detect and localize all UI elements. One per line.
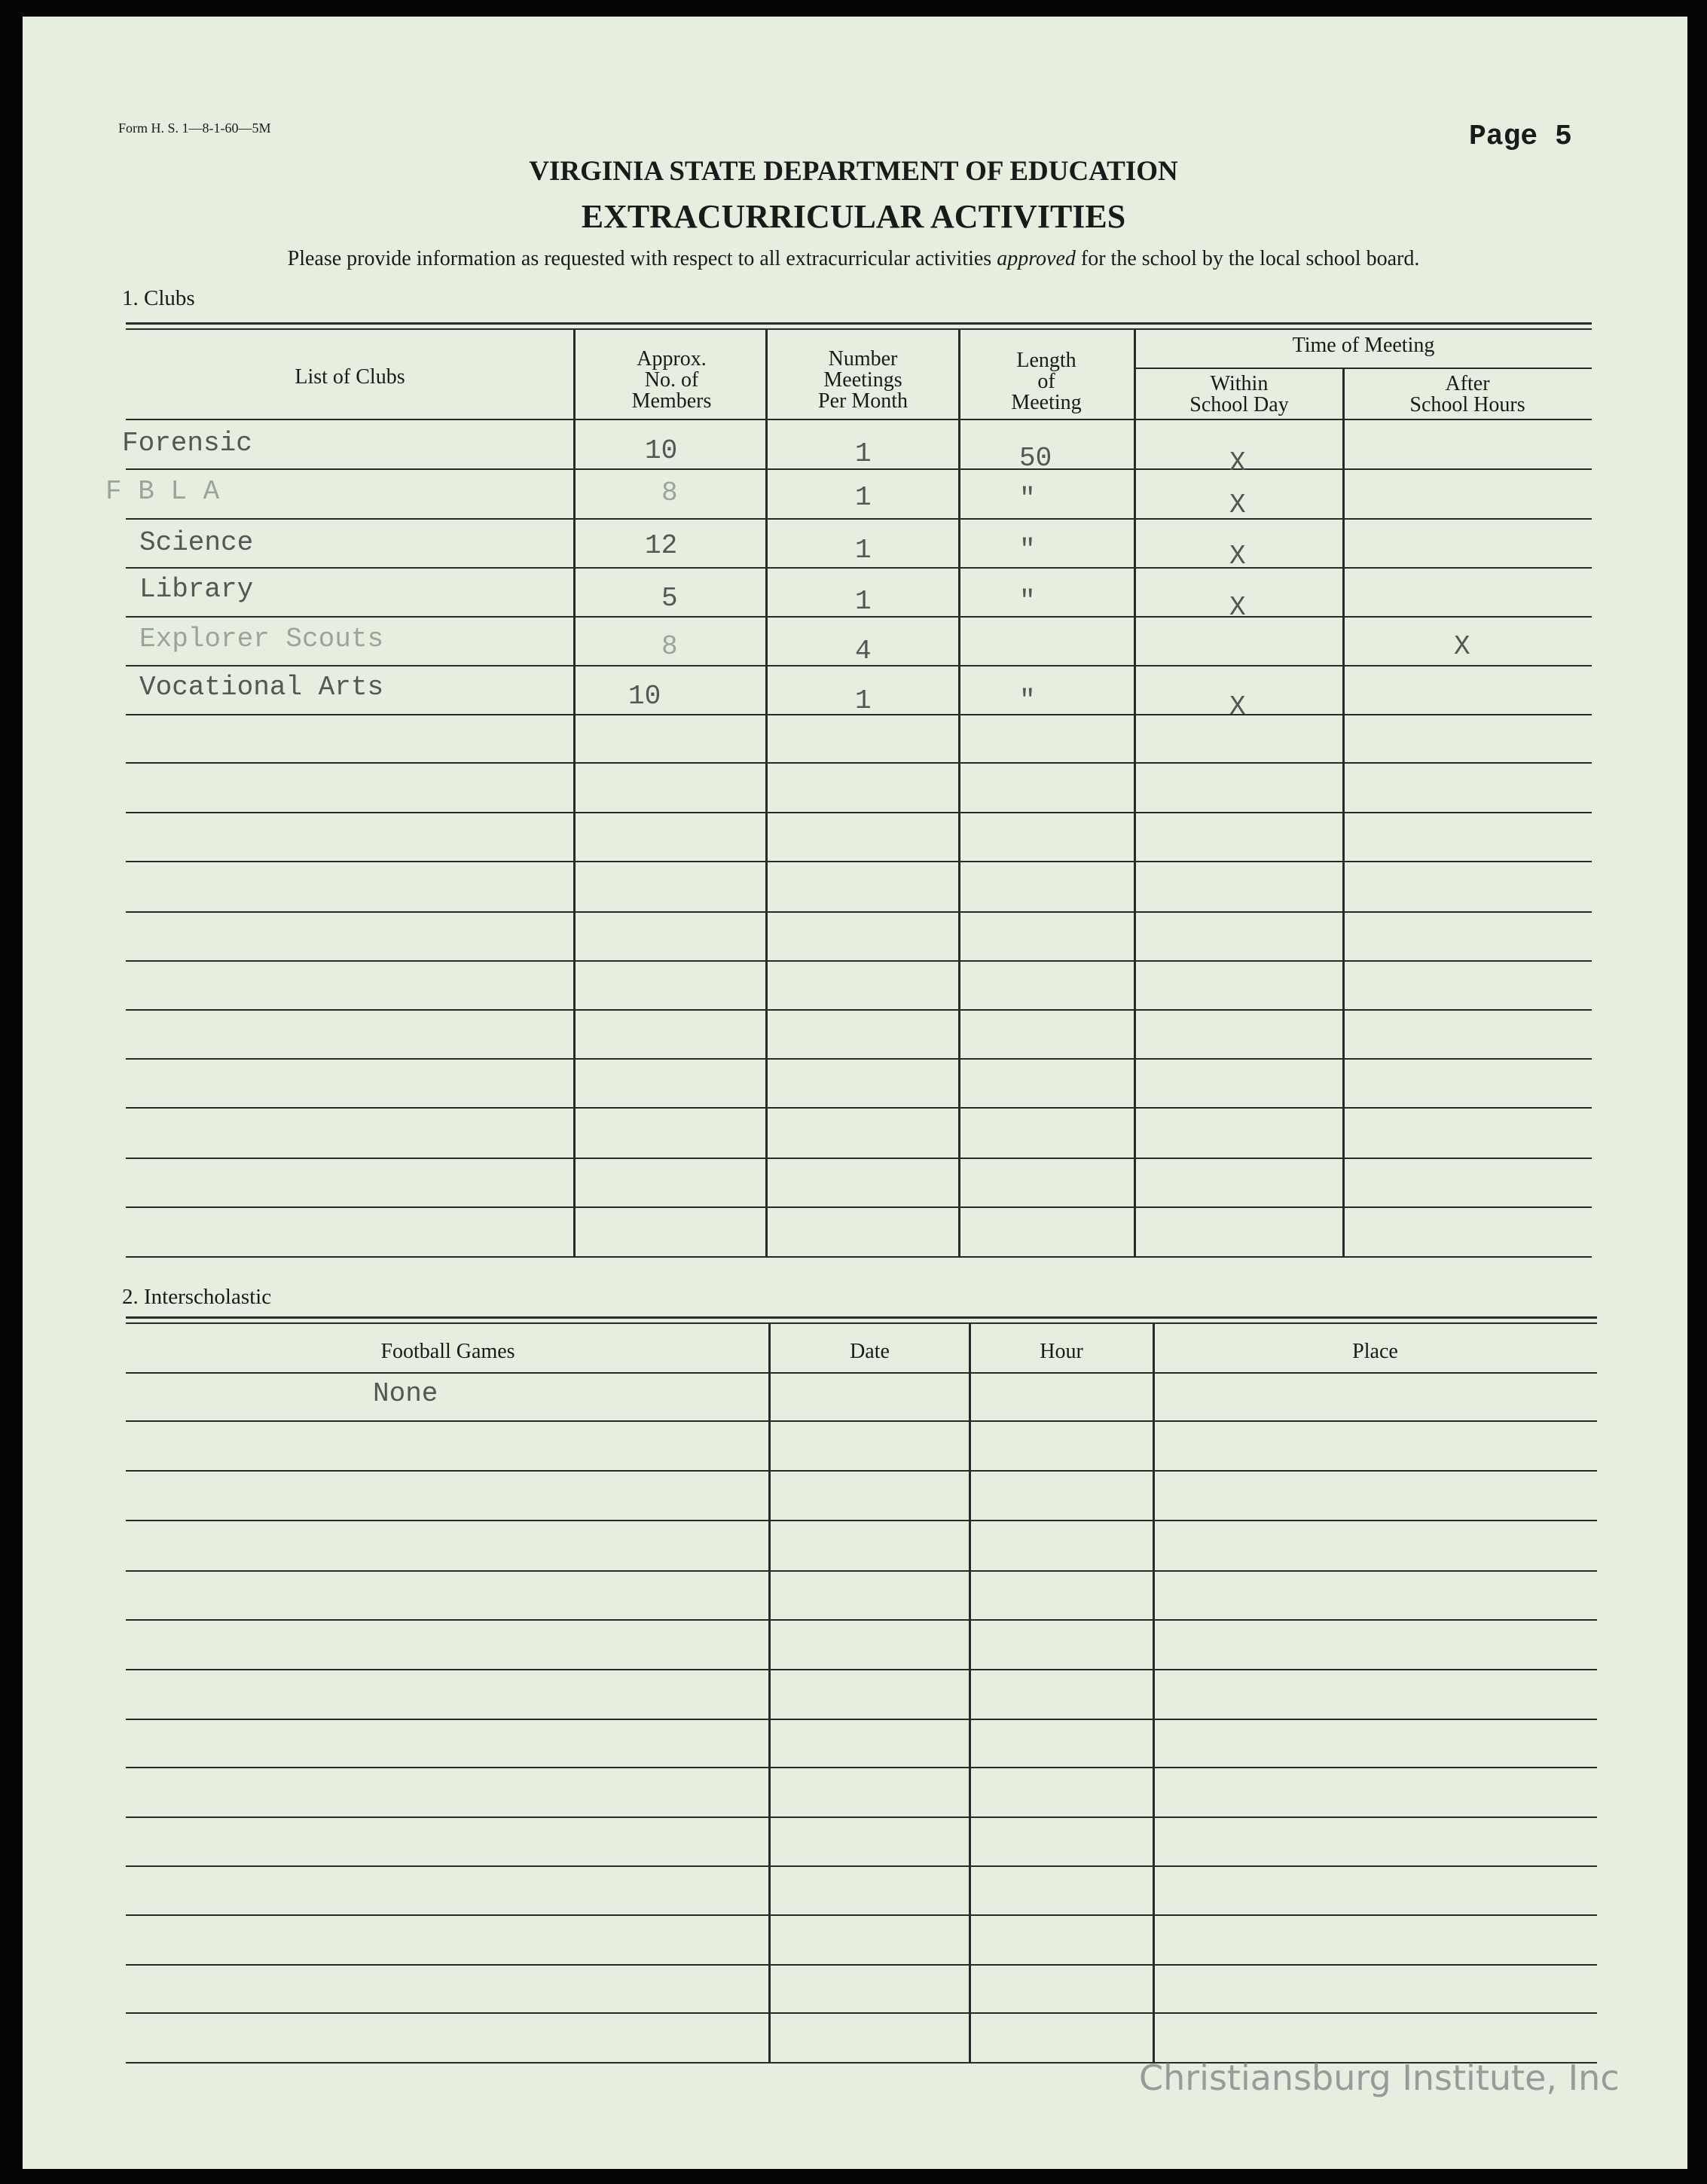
column-rule	[768, 1322, 771, 2064]
row-rule	[126, 1058, 1592, 1060]
column-rule	[969, 1322, 971, 2064]
row-rule	[126, 1865, 1597, 1867]
inter-top-rule	[126, 1316, 1597, 1319]
club-within: X	[1229, 592, 1246, 623]
row-rule	[126, 1520, 1597, 1521]
instructions-emphasis: approved	[997, 247, 1076, 270]
column-rule	[958, 328, 960, 1258]
row-rule	[126, 861, 1592, 862]
column-rule	[1153, 1322, 1155, 2064]
organization-title: VIRGINIA STATE DEPARTMENT OF EDUCATION	[529, 156, 1178, 187]
header-within-line-2: School Day	[1189, 393, 1289, 416]
club-meetings: 1	[855, 586, 872, 617]
row-rule	[126, 1420, 1597, 1422]
row-rule	[126, 911, 1592, 913]
club-members: 8	[661, 631, 678, 662]
row-rule	[126, 1470, 1597, 1472]
row-rule	[126, 960, 1592, 962]
header-meetings-line-3: Per Month	[818, 389, 908, 413]
header-date: Date	[850, 1340, 890, 1363]
club-meetings: 1	[855, 535, 872, 566]
header-meetings-line-1: Number	[828, 347, 898, 371]
row-rule	[126, 1619, 1597, 1621]
club-meetings: 1	[855, 438, 872, 469]
header-length-line-1: Length	[1016, 349, 1076, 372]
header-length	[959, 350, 1134, 413]
club-name: Science	[139, 527, 254, 558]
club-name: Forensic	[122, 428, 252, 459]
clubs-top-rule	[126, 322, 1592, 325]
club-within: X	[1229, 447, 1246, 478]
club-length: 50	[1019, 443, 1052, 474]
club-members: 5	[661, 583, 678, 614]
clubs-bottom-rule	[126, 1256, 1592, 1258]
football-games-entry: None	[373, 1378, 438, 1409]
club-within: X	[1229, 541, 1246, 572]
header-length-line-2: of	[1037, 370, 1055, 393]
club-within: X	[1229, 490, 1246, 520]
inter-header-bottom-rule	[126, 1372, 1597, 1374]
row-rule	[126, 1570, 1597, 1572]
instructions	[0, 247, 1707, 271]
row-rule	[126, 1206, 1592, 1208]
club-name: Vocational Arts	[139, 672, 384, 703]
club-members: 12	[645, 530, 678, 561]
watermark: Christiansburg Institute, Inc	[1139, 2057, 1620, 2098]
club-name: Library	[139, 574, 254, 605]
club-meetings: 1	[855, 685, 872, 716]
page-number: Page 5	[1469, 120, 1572, 153]
header-after-line-2: School Hours	[1409, 393, 1525, 416]
time-subheader-rule	[1135, 368, 1592, 369]
column-rule	[1342, 368, 1345, 1258]
row-rule	[126, 1964, 1597, 1966]
header-meetings	[767, 349, 959, 412]
row-rule	[126, 1767, 1597, 1768]
club-name: Explorer Scouts	[139, 624, 384, 654]
interscholastic-section-label: 2. Interscholastic	[122, 1285, 272, 1309]
header-members-line-1: Approx.	[637, 347, 707, 371]
header-after-school-hours	[1343, 374, 1592, 416]
header-length-line-3: Meeting	[1011, 391, 1082, 414]
club-meetings: 4	[855, 636, 872, 666]
column-rule	[765, 328, 768, 1258]
clubs-top-rule-2	[126, 328, 1592, 330]
club-length: "	[1019, 535, 1036, 566]
instructions-text-2: for the school by the local school board.	[1075, 247, 1420, 270]
row-rule	[126, 1158, 1592, 1159]
club-length: "	[1019, 483, 1036, 514]
club-name: F B L A	[105, 476, 220, 507]
club-members: 10	[628, 681, 661, 712]
inter-top-rule-2	[126, 1322, 1597, 1324]
clubs-section-label: 1. Clubs	[122, 286, 195, 310]
row-rule	[126, 812, 1592, 813]
club-meetings: 1	[855, 482, 872, 513]
club-members: 10	[645, 435, 678, 466]
instructions-text-1: Please provide information as requested with respect to all extracurricular activities	[287, 247, 997, 270]
header-after-line-1: After	[1445, 372, 1490, 395]
header-hour: Hour	[1040, 1340, 1083, 1363]
header-members-line-2: No. of	[644, 368, 699, 392]
header-within-school-day	[1135, 374, 1343, 416]
club-length: "	[1019, 685, 1036, 716]
clubs-header-bottom-rule	[126, 419, 1592, 420]
column-rule	[573, 328, 576, 1258]
form-number: Form H. S. 1—8-1-60—5M	[118, 120, 271, 136]
header-time-of-meeting: Time of Meeting	[1292, 334, 1435, 357]
row-rule	[126, 762, 1592, 764]
row-rule	[126, 518, 1592, 520]
header-within-line-1: Within	[1210, 372, 1269, 395]
row-rule	[126, 2012, 1597, 2014]
club-length: "	[1019, 586, 1036, 617]
row-rule	[126, 1669, 1597, 1670]
row-rule	[126, 567, 1592, 569]
column-rule	[1134, 328, 1136, 1258]
club-members: 8	[661, 477, 678, 508]
header-place: Place	[1352, 1340, 1398, 1363]
row-rule	[126, 1914, 1597, 1916]
page-title: EXTRACURRICULAR ACTIVITIES	[581, 198, 1126, 235]
row-rule	[126, 1009, 1592, 1011]
row-rule	[126, 1719, 1597, 1720]
row-rule	[126, 1107, 1592, 1109]
header-members	[576, 349, 767, 412]
club-after: X	[1454, 631, 1470, 662]
row-rule	[126, 1816, 1597, 1818]
header-members-line-3: Members	[631, 389, 712, 413]
header-football-games: Football Games	[380, 1340, 515, 1363]
club-within: X	[1229, 691, 1246, 722]
header-list-of-clubs: List of Clubs	[295, 365, 405, 389]
header-meetings-line-2: Meetings	[823, 368, 902, 392]
